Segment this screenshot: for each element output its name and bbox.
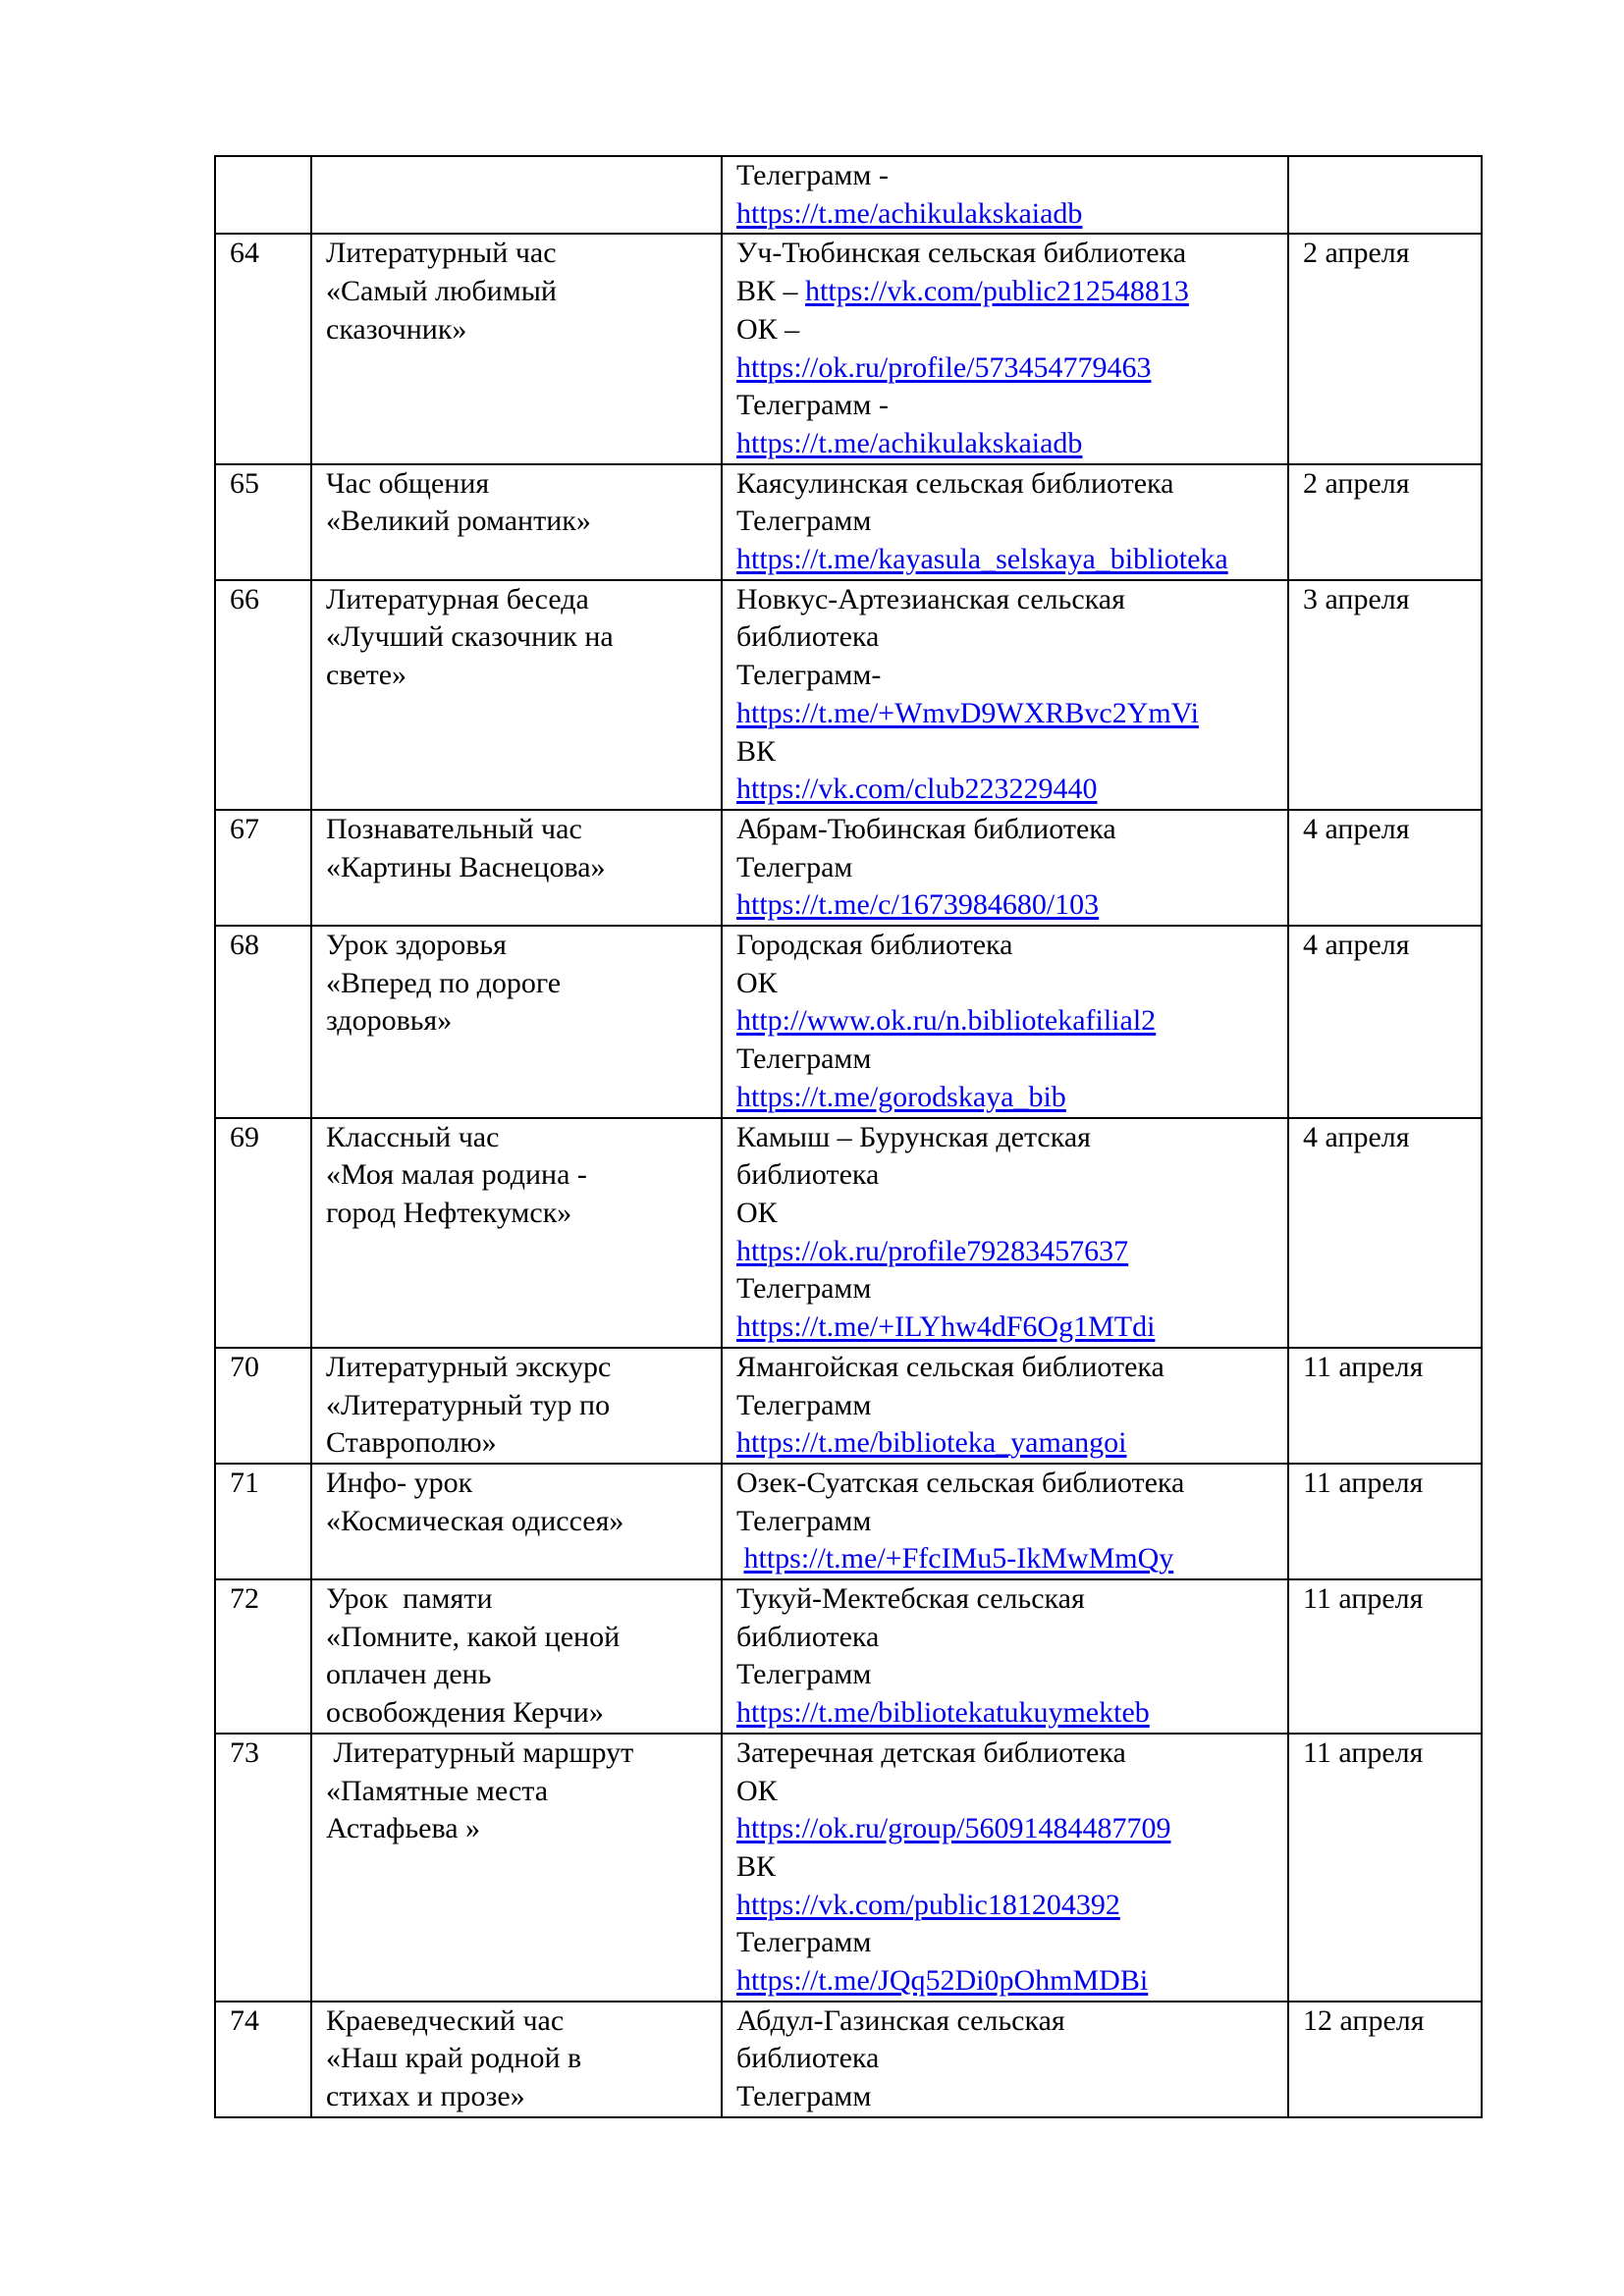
library-text-line: Телеграмм	[736, 1926, 872, 1959]
row-number-cell	[215, 1348, 311, 1464]
row-number-cell	[215, 234, 311, 463]
library-link[interactable]: https://t.me/gorodskaya_bib	[736, 1080, 1066, 1113]
table-row	[215, 234, 1482, 463]
library-link-line	[736, 1540, 1273, 1578]
table-row	[215, 156, 1482, 234]
row-number-cell	[215, 1464, 311, 1579]
event-text-line: сказочник»	[326, 312, 467, 346]
event-text-line: Литературный маршрут	[326, 1735, 634, 1769]
row-number-cell	[215, 464, 311, 580]
table-row	[215, 1464, 1482, 1579]
date-cell	[1288, 580, 1482, 810]
library-cell	[722, 926, 1288, 1118]
library-cell	[722, 1118, 1288, 1348]
library-link[interactable]: https://vk.com/club223229440	[736, 773, 1098, 806]
event-text-line: стихах и прозе»	[326, 2080, 525, 2113]
date-cell	[1288, 2002, 1482, 2117]
event-date: 12 апреля	[1303, 2003, 1425, 2037]
event-date: 3 апреля	[1303, 582, 1410, 615]
library-text-line: ОК	[736, 1774, 778, 1807]
date-cell	[1288, 1579, 1482, 1734]
library-text-line: Телеграмм-	[736, 659, 882, 692]
library-text-line: Ямангойская сельская библиотека	[736, 1350, 1164, 1383]
row-number-cell	[215, 1118, 311, 1348]
event-date: 11 апреля	[1303, 1350, 1424, 1383]
library-text-line: библиотека	[736, 1620, 880, 1653]
event-cell	[311, 234, 722, 463]
event-date: 11 апреля	[1303, 1735, 1424, 1769]
events-table-body	[215, 156, 1482, 2117]
event-cell	[311, 1118, 722, 1348]
library-link[interactable]: https://ok.ru/profile79283457637	[736, 1234, 1129, 1267]
event-text-line: здоровья»	[326, 1004, 453, 1038]
event-text-line: освобождения Керчи»	[326, 1696, 604, 1730]
date-cell	[1288, 1348, 1482, 1464]
table-row	[215, 1348, 1482, 1464]
library-cell	[722, 810, 1288, 926]
row-number: 74	[230, 2003, 259, 2037]
event-text-line: Астафьева »	[326, 1812, 481, 1845]
library-text-line: Телеграмм	[736, 1504, 872, 1537]
library-link[interactable]: https://t.me/JQq52Di0pOhmMDBi	[736, 1964, 1149, 1998]
library-text-line: Телеграмм	[736, 1042, 872, 1076]
event-text-line: свете»	[326, 659, 407, 692]
event-cell	[311, 810, 722, 926]
library-link[interactable]: https://vk.com/public212548813	[805, 275, 1189, 308]
event-cell	[311, 464, 722, 580]
library-text-line: Телеграмм	[736, 1272, 872, 1306]
library-text-line: ОК –	[736, 312, 800, 346]
event-text-line: «Помните, какой ценой	[326, 1620, 621, 1653]
library-text-line: библиотека	[736, 620, 880, 654]
row-number: 70	[230, 1350, 259, 1383]
event-cell	[311, 1734, 722, 2002]
library-link[interactable]: https://t.me/+ILYhw4dF6Og1MTdi	[736, 1310, 1156, 1344]
event-text-line: оплачен день	[326, 1658, 492, 1691]
row-number-cell	[215, 926, 311, 1118]
table-row	[215, 1118, 1482, 1348]
row-number: 66	[230, 582, 259, 615]
event-text-line: Урок здоровья	[326, 929, 507, 962]
row-number: 71	[230, 1466, 259, 1499]
library-text-line: Камыш – Бурунская детская	[736, 1120, 1091, 1153]
library-text-line: Абдул-Газинская сельская	[736, 2003, 1065, 2037]
library-cell	[722, 1579, 1288, 1734]
row-number: 65	[230, 466, 259, 500]
library-text-line: Новкус-Артезианская сельская	[736, 582, 1125, 615]
row-number: 73	[230, 1735, 259, 1769]
table-row	[215, 1734, 1482, 2002]
library-text-line: Телеграмм	[736, 1388, 872, 1421]
row-number-cell	[215, 580, 311, 810]
library-text-line: библиотека	[736, 1158, 880, 1192]
library-link[interactable]: https://vk.com/public181204392	[736, 1888, 1120, 1921]
row-number-cell	[215, 2002, 311, 2117]
event-date: 4 апреля	[1303, 1120, 1410, 1153]
link-prefix	[736, 1542, 744, 1575]
library-text-line: Телеграмм -	[736, 389, 889, 422]
row-number: 67	[230, 812, 259, 845]
row-number: 68	[230, 929, 259, 962]
event-date: 11 апреля	[1303, 1466, 1424, 1499]
date-cell	[1288, 1464, 1482, 1579]
library-link-line	[736, 273, 1273, 311]
row-number: 64	[230, 237, 259, 270]
library-link[interactable]: http://www.ok.ru/n.bibliotekafilial2	[736, 1004, 1157, 1038]
library-text-line: Телеграмм	[736, 505, 872, 538]
library-cell	[722, 1464, 1288, 1579]
library-cell	[722, 156, 1288, 234]
link-prefix: ВК –	[736, 275, 806, 308]
library-text-line: Абрам-Тюбинская библиотека	[736, 812, 1116, 845]
table-row	[215, 1579, 1482, 1734]
event-text-line: Урок памяти	[326, 1582, 493, 1616]
row-number-cell	[215, 1734, 311, 2002]
event-text-line: Познавательный час	[326, 812, 582, 845]
event-text-line: «Картины Васнецова»	[326, 850, 606, 883]
event-text-line: город Нефтекумск»	[326, 1196, 572, 1229]
event-text-line: Инфо- урок	[326, 1466, 473, 1499]
event-date: 4 апреля	[1303, 812, 1410, 845]
event-date: 11 апреля	[1303, 1582, 1424, 1616]
event-date: 2 апреля	[1303, 237, 1410, 270]
library-link[interactable]: https://t.me/bibliotekatukuymekteb	[736, 1696, 1150, 1730]
table-row	[215, 926, 1482, 1118]
row-number: 69	[230, 1120, 259, 1153]
library-text-line: Телеграмм	[736, 2080, 872, 2113]
library-cell	[722, 2002, 1288, 2117]
library-cell	[722, 1734, 1288, 2002]
row-number-cell	[215, 156, 311, 234]
library-link[interactable]: https://t.me/c/1673984680/103	[736, 888, 1100, 922]
date-cell	[1288, 156, 1482, 234]
library-text-line: Городская библиотека	[736, 929, 1013, 962]
date-cell	[1288, 926, 1482, 1118]
library-text-line: Уч-Тюбинская сельская библиотека	[736, 237, 1187, 270]
event-text-line: «Великий романтик»	[326, 505, 591, 538]
event-text-line: Литературный экскурс	[326, 1350, 612, 1383]
library-cell	[722, 464, 1288, 580]
event-text-line: Литературный час	[326, 237, 557, 270]
event-text-line: Час общения	[326, 466, 490, 500]
event-text-line: «Наш край родной в	[326, 2042, 582, 2075]
event-date: 2 апреля	[1303, 466, 1410, 500]
event-text-line: «Моя малая родина -	[326, 1158, 587, 1192]
library-link[interactable]: https://t.me/kayasula_selskaya_biblioteka	[736, 543, 1228, 576]
date-cell	[1288, 1118, 1482, 1348]
library-text-line: ВК	[736, 1849, 777, 1883]
library-cell	[722, 580, 1288, 810]
event-text-line: «Самый любимый	[326, 275, 557, 308]
row-number-cell	[215, 1579, 311, 1734]
date-cell	[1288, 1734, 1482, 2002]
event-cell	[311, 1348, 722, 1464]
library-text-line: Затеречная детская библиотека	[736, 1735, 1126, 1769]
date-cell	[1288, 234, 1482, 463]
library-cell	[722, 234, 1288, 463]
event-cell	[311, 1464, 722, 1579]
event-date: 4 апреля	[1303, 929, 1410, 962]
event-text-line: «Космическая одиссея»	[326, 1504, 624, 1537]
event-cell	[311, 926, 722, 1118]
table-row	[215, 464, 1482, 580]
library-link[interactable]: https://t.me/achikulakskaiadb	[736, 426, 1083, 459]
library-text-line: Телеграмм	[736, 1658, 872, 1691]
event-text-line: «Вперед по дороге	[326, 966, 562, 999]
row-number-cell	[215, 810, 311, 926]
library-cell	[722, 1348, 1288, 1464]
date-cell	[1288, 810, 1482, 926]
library-text-line: Каясулинская сельская библиотека	[736, 466, 1174, 500]
library-link[interactable]: https://ok.ru/group/56091484487709	[736, 1812, 1171, 1845]
library-text-line: библиотека	[736, 2042, 880, 2075]
table-row	[215, 580, 1482, 810]
library-text-line: ВК	[736, 734, 777, 768]
event-cell	[311, 2002, 722, 2117]
events-table	[214, 155, 1483, 2118]
library-text-line: Телеграм	[736, 850, 853, 883]
event-text-line: Ставрополю»	[326, 1426, 497, 1460]
table-row	[215, 2002, 1482, 2117]
table-row	[215, 810, 1482, 926]
library-text-line: Телеграмм -	[736, 159, 889, 191]
library-text-line: Тукуй-Мектебская сельская	[736, 1582, 1085, 1616]
event-text-line: «Памятные места	[326, 1774, 549, 1807]
event-text-line: Краеведческий час	[326, 2003, 565, 2037]
event-text-line: Классный час	[326, 1120, 500, 1153]
library-link[interactable]: https://t.me/+WmvD9WXRBvc2YmVi	[736, 696, 1199, 729]
library-link[interactable]: https://t.me/achikulakskaiadb	[736, 196, 1083, 230]
event-text-line: «Литературный тур по	[326, 1388, 611, 1421]
library-text-line: Озек-Суатская сельская библиотека	[736, 1466, 1185, 1499]
library-link[interactable]: https://t.me/biblioteka_yamangoi	[736, 1426, 1127, 1460]
library-link[interactable]: https://ok.ru/profile/573454779463	[736, 350, 1152, 384]
event-cell	[311, 1579, 722, 1734]
library-text-line: ОК	[736, 1196, 778, 1229]
event-text-line: «Лучший сказочник на	[326, 620, 614, 654]
row-number: 72	[230, 1582, 259, 1616]
event-cell	[311, 580, 722, 810]
date-cell	[1288, 464, 1482, 580]
library-link[interactable]: https://t.me/+FfcIMu5-IkMwMmQy	[743, 1542, 1174, 1575]
event-text-line: Литературная беседа	[326, 582, 589, 615]
event-cell	[311, 156, 722, 234]
library-text-line: ОК	[736, 966, 778, 999]
